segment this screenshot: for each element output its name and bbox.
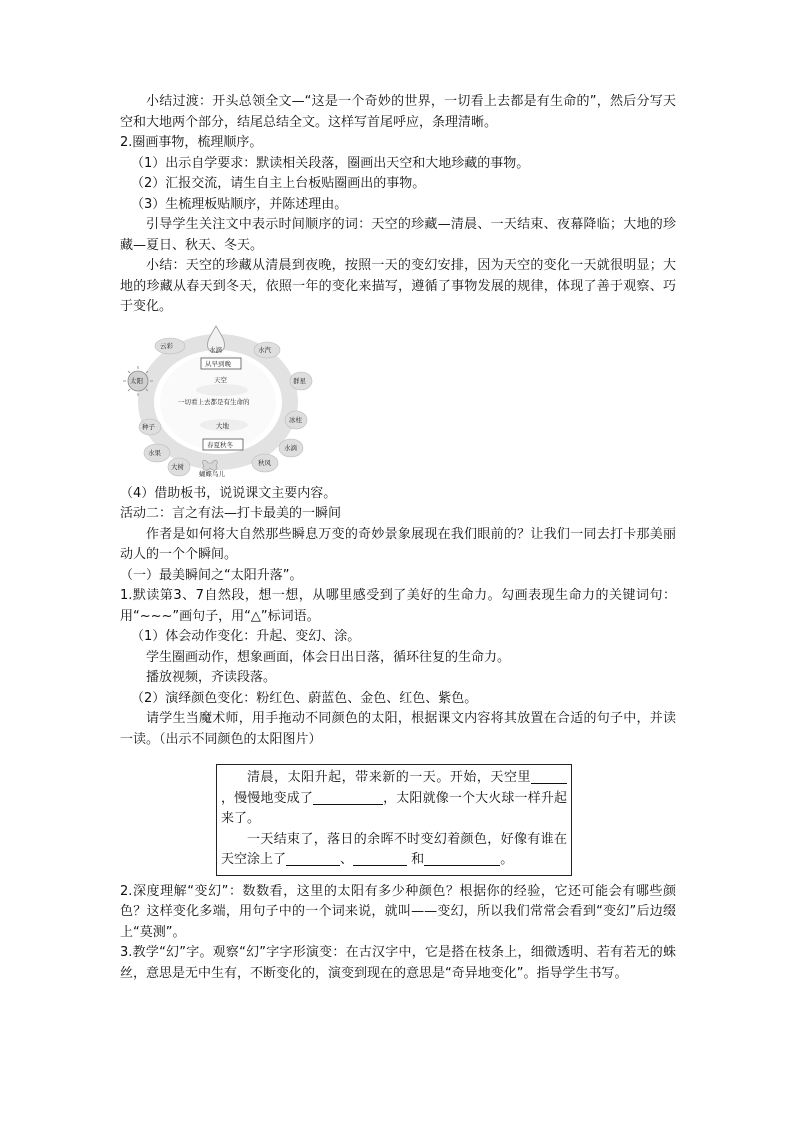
- diagram-item-water-vapor: 水汽: [258, 345, 271, 354]
- paragraph-play-video: 播放视频，齐读段落。: [146, 670, 277, 685]
- exercise-text-1b: ，慢慢地变成了: [221, 790, 313, 806]
- diagram-box-seasons: 春夏秋冬: [207, 440, 233, 449]
- exercise-line-2: [221, 830, 567, 871]
- exercise-sep: 、: [340, 852, 354, 867]
- diagram-item-butterfly: 蝴蝶鸟儿: [199, 469, 225, 478]
- diagram-item-water-drop: 水滴: [209, 345, 222, 354]
- step-3: （3）生梳理板贴顺序，并陈述理由。: [131, 196, 348, 212]
- exercise-and: 和: [411, 852, 425, 867]
- diagram-item-fruit: 水果: [148, 448, 161, 457]
- exercise-text-1c: ，太阳就像一个大火球一样升起来了。: [221, 790, 567, 826]
- blank-4[interactable]: [353, 851, 407, 866]
- diagram-item-stars: 群星: [293, 376, 306, 385]
- blank-5[interactable]: [424, 851, 500, 866]
- activity-2-heading: 活动二：言之有法—打卡最美的一瞬间: [120, 506, 342, 521]
- diagram-item-cloud: 云彩: [160, 341, 173, 350]
- section-heading-2: 2.圈画事物，梳理顺序。: [120, 135, 263, 150]
- paragraph-summary-transition: 小结过渡：开头总领全文—“这是一个奇妙的世界，一切看上去都是有生命的”，然后分写天空和大地两个部分，结尾总结全文。这样写首尾呼应，条理清晰。: [120, 94, 676, 130]
- diagram-item-sun: 太阳: [130, 376, 143, 385]
- paragraph-summary: 小结：天空的珍藏从清晨到夜晚，按照一天的变幻安排，因为天空的变化一天就很明显；大地的珍藏从春天到冬天，依照一年的变化来描写，遵循了事物发展的规律，体现了善于观察、巧于变化。: [120, 258, 676, 314]
- diagram-item-big-tree: 大树: [171, 462, 184, 471]
- blank-2[interactable]: [313, 790, 383, 805]
- blank-1[interactable]: [531, 769, 567, 784]
- task-1-colors: （2）演绎颜色变化：粉红色、蔚蓝色、金色、红色、紫色。: [131, 690, 478, 706]
- task-1-action-words: （1）体会动作变化：升起、变幻、涂。: [131, 629, 361, 644]
- paragraph-activity-intro: 作者是如何将大自然那些瞬息万变的奇妙景象展现在我们眼前的？让我们一同去打卡那美丽动人的一个个瞬间。: [120, 526, 676, 562]
- diagram-label-earth: 大地: [216, 421, 229, 430]
- diagram-item-autumn-wind: 秋风: [258, 458, 271, 467]
- exercise-text-1a: 清晨，太阳升起，带来新的一天。开始，天空里: [247, 770, 531, 785]
- task-3-character: 3.教学“幻”字。观察“幻”字字形演变：在古汉字中，它是搭在枝条上，细微透明、若有若无的蛛丝，意思是无中生有，不断变化的，演变到现在的意思是“奇异地变化”。指导学生书写。: [120, 945, 676, 981]
- diagram-main-sentence: 一切看上去都是有生命的: [178, 397, 250, 406]
- exercise-text-2a: 一天结束了，落日的余晖不时变幻着颜色，好像有谁在天空涂上了: [221, 831, 567, 867]
- task-2-understand: 2.深度理解“变幻”：数数看，这里的太阳有多少种颜色？根据你的经验，它还可能会有哪些颜色？这样变化多端，用句子中的一个词来说，就叫——变幻，所以我们常常会看到“变幻”后边缀上“莫测”。: [120, 883, 676, 940]
- task-1-read: 1.默读第3、7自然段，想一想，从哪里感受到了美好的生命力。勾画表现生命力的关键词句：用“~~~”画句子，用“△”标词语。: [120, 588, 676, 624]
- exercise-end: 。: [500, 852, 514, 867]
- diagram-item-seeds: 种子: [142, 422, 155, 431]
- document-page: [120, 92, 676, 984]
- diagram-item-ice: 冰柱: [289, 415, 302, 424]
- diagram-label-sky: 天空: [214, 375, 227, 384]
- diagram-box-morning-night: 从早到晚: [205, 359, 231, 368]
- exercise-line-1: [221, 768, 567, 830]
- subsection-heading-sunrise-sunset: （一）最美瞬间之“太阳升落”。: [120, 567, 303, 583]
- paragraph-students-circle: 学生圈画动作，想象画面，体会日出日落，循环往复的生命力。: [146, 649, 511, 665]
- blackboard-diagram: [120, 320, 320, 480]
- paragraph-time-order: 引导学生关注文中表示时间顺序的词：天空的珍藏—清晨、一天结束、夜幕降临；大地的珍藏—夏日、秋天、冬天。: [120, 217, 676, 253]
- blank-3[interactable]: [286, 851, 340, 866]
- step-4: （4）借助板书，说说课文主要内容。: [120, 485, 337, 501]
- step-2: （2）汇报交流，请生自主上台板贴圈画出的事物。: [131, 176, 426, 191]
- paragraph-magician: 请学生当魔术师，用手拖动不同颜色的太阳，根据课文内容将其放置在合适的句子中，并读一读。（出示不同颜色的太阳图片）: [120, 711, 676, 747]
- diagram-item-water: 水滴: [284, 443, 297, 452]
- fill-in-exercise-box: [216, 764, 572, 876]
- step-1: （1）出示自学要求：默读相关段落，圈画出天空和大地珍藏的事物。: [131, 155, 530, 171]
